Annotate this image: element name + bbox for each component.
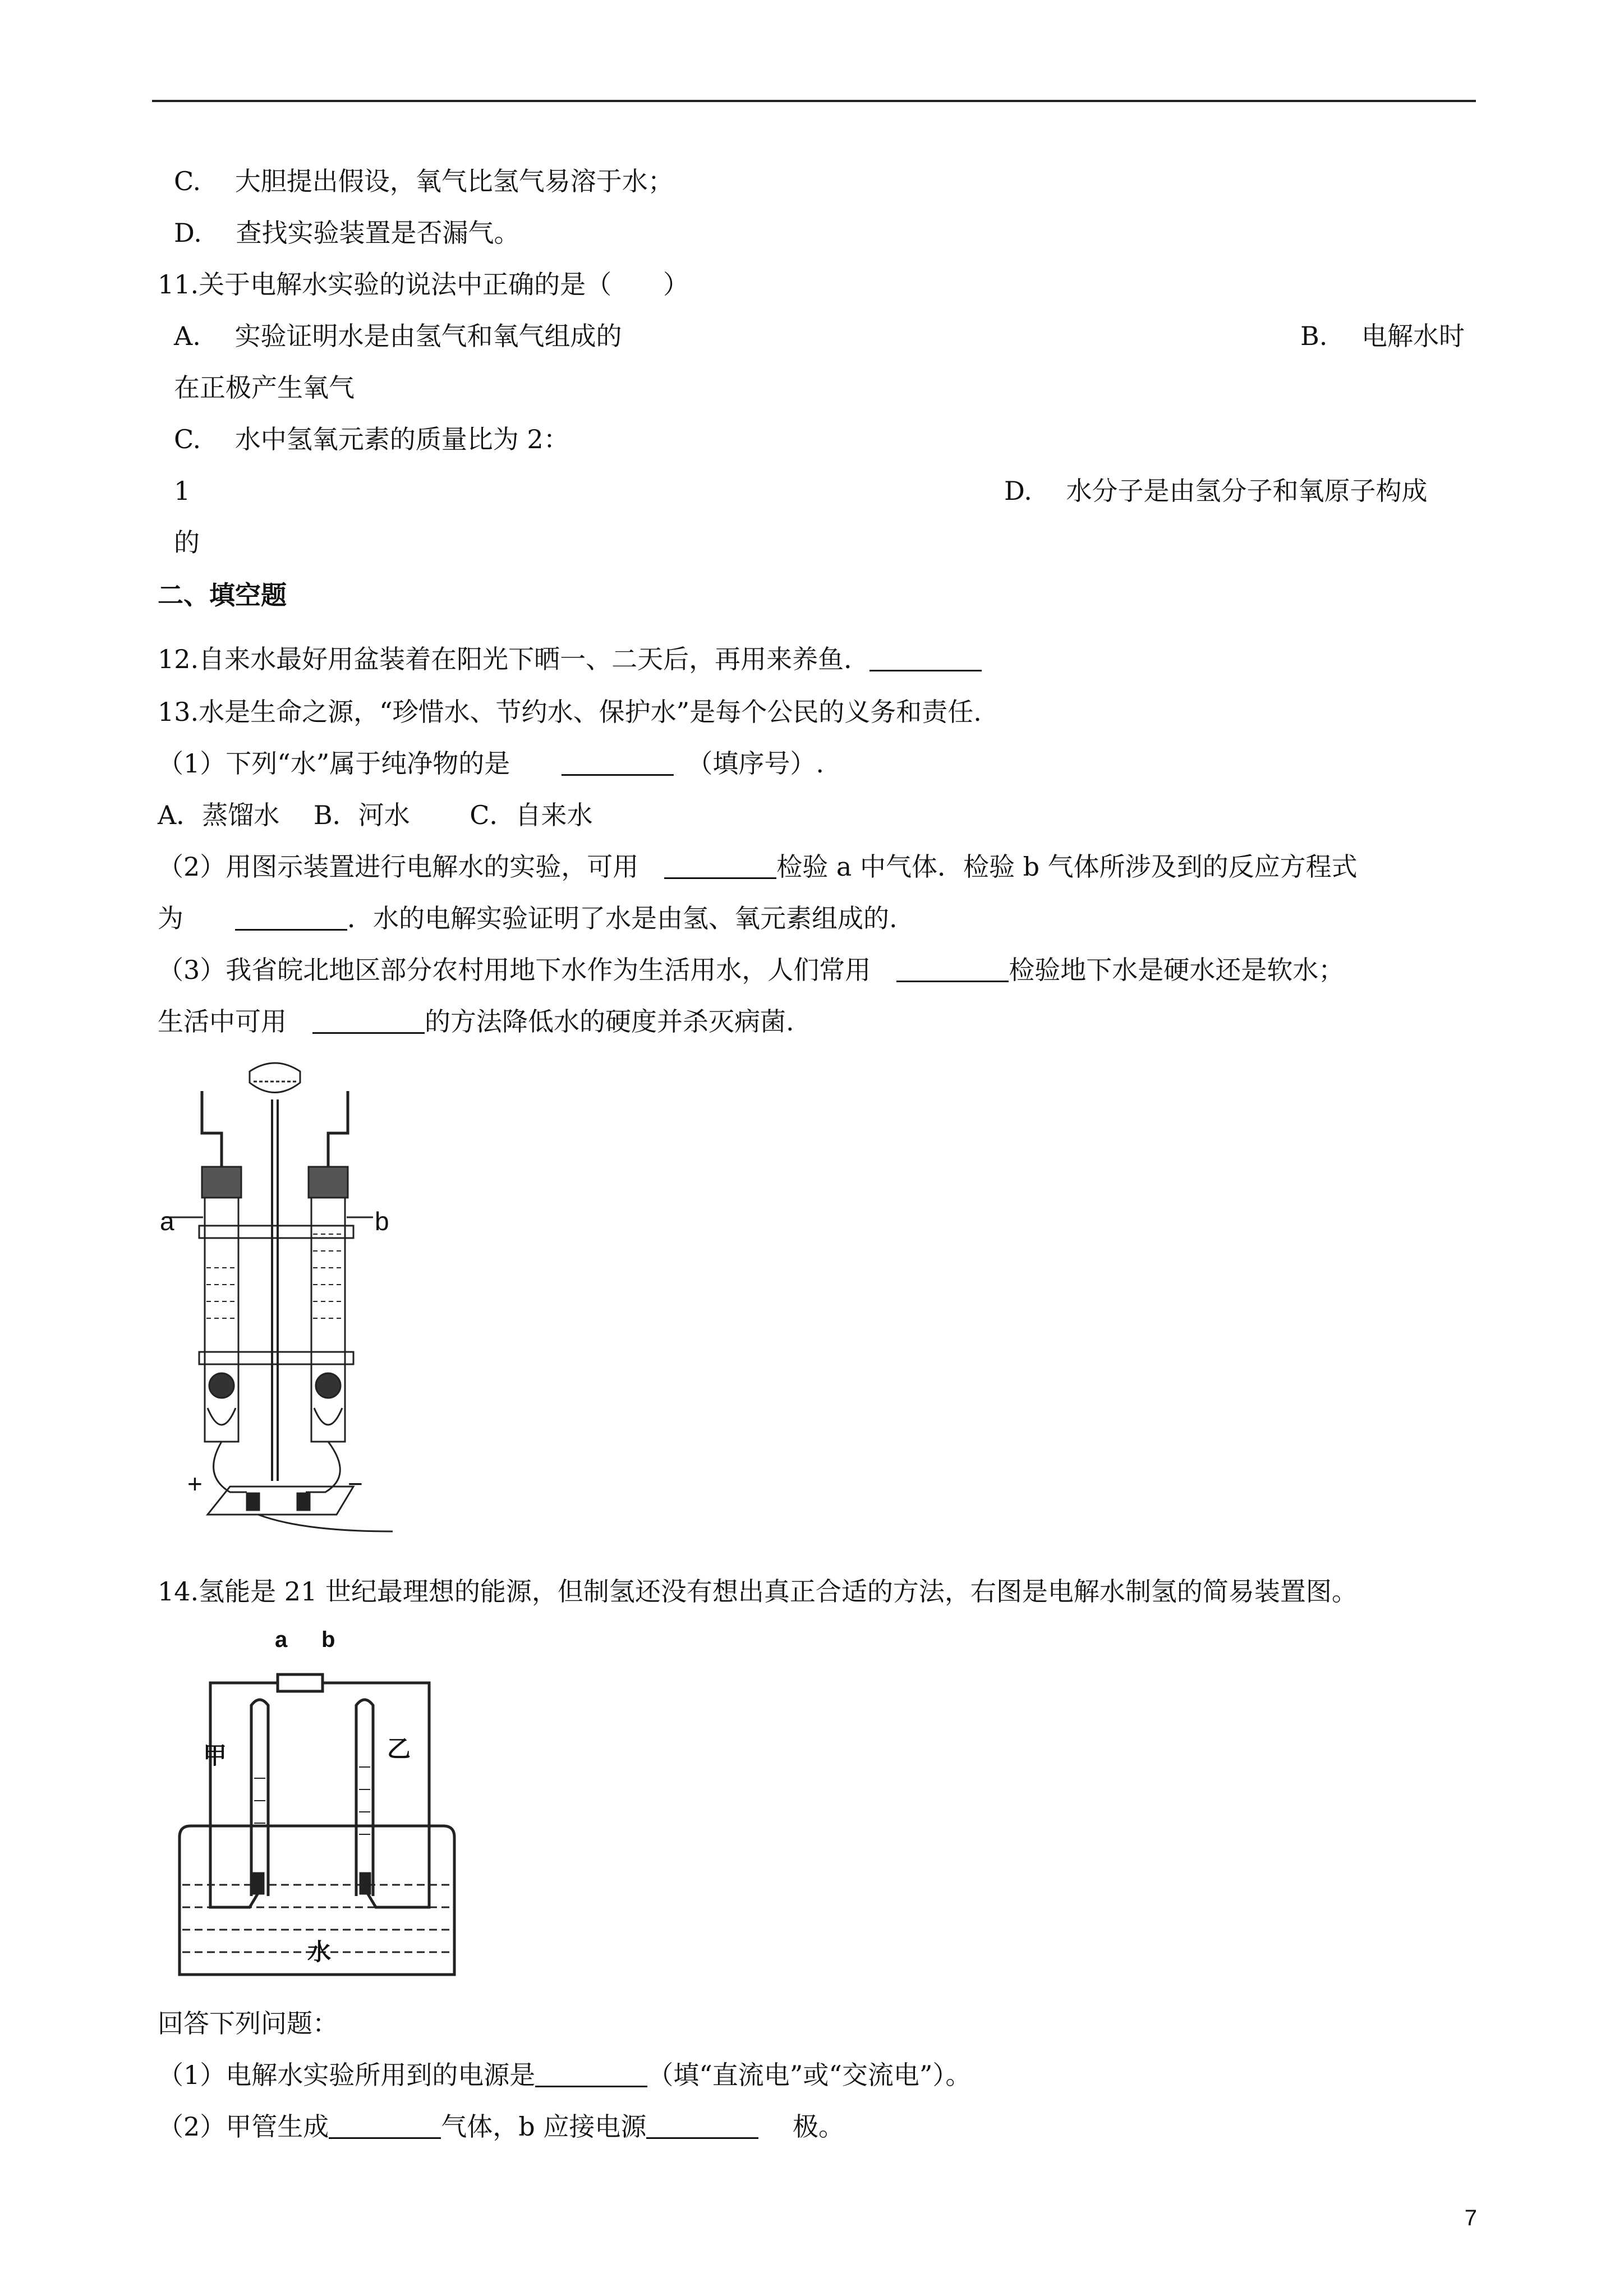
q13-part1-suffix: （填序号）. xyxy=(674,748,824,779)
q13-part3-line2 xyxy=(158,1005,794,1038)
q14-part1-text: （1）电解水实验所用到的电源是 xyxy=(158,2060,536,2090)
q13-part3-blank1[interactable] xyxy=(896,958,1009,982)
q11-option-d-continued: 的 xyxy=(174,527,200,558)
q13-part3-blank2[interactable] xyxy=(312,1010,425,1034)
q13-part2-blank2[interactable] xyxy=(235,907,347,931)
q13-part2-line2 xyxy=(158,901,898,935)
electrolysis-apparatus-figure xyxy=(157,1049,426,1537)
fig2-label-b: b xyxy=(321,1627,335,1652)
tube-jia xyxy=(251,1700,268,1896)
q13-part2-text3: 为 xyxy=(158,903,235,933)
q13-part1-options: A．蒸馏水 B．河水 C．自来水 xyxy=(158,800,593,830)
fig2-label-water: 水 xyxy=(307,1938,332,1966)
q11-option-c-continued: 1 xyxy=(174,476,191,506)
q14-part2-text2: 气体，b 应接电源 xyxy=(441,2111,647,2142)
q14-part2-text: （2）甲管生成 xyxy=(158,2111,329,2142)
q14-stem: 14.氢能是 21 世纪最理想的能源，但制氢还没有想出真正合适的方法，右图是电解水制氢的简易装置图。 xyxy=(158,1576,1358,1607)
stopper-b xyxy=(309,1167,348,1198)
q14-part1 xyxy=(158,2058,971,2092)
fig1-label-b: b xyxy=(375,1207,389,1236)
q12-blank[interactable] xyxy=(869,647,982,671)
q13-part2-blank1[interactable] xyxy=(664,855,776,879)
page-number: 7 xyxy=(1464,2206,1477,2230)
fig1-label-a: a xyxy=(160,1207,174,1236)
q13-part3-text: （3）我省皖北地区部分农村用地下水作为生活用水，人们常用 xyxy=(158,955,897,985)
q13-part2-line1 xyxy=(158,850,1358,884)
base xyxy=(208,1487,353,1515)
section-title: 二、填空题 xyxy=(158,580,287,610)
q13-part2-text2: 检验 a 中气体．检验 b 气体所涉及到的反应方程式 xyxy=(776,852,1358,882)
q11-option-a: A. 实验证明水是由氢气和氧气组成的 xyxy=(174,321,622,351)
tube-yi xyxy=(356,1700,373,1896)
q13-part3-line1 xyxy=(158,953,1344,987)
fig1-label-plus: + xyxy=(187,1469,203,1498)
fig2-label-yi: 乙 xyxy=(387,1735,411,1763)
header-rule xyxy=(152,100,1476,102)
q14-part2-blank2[interactable] xyxy=(646,2115,758,2139)
fig1-label-minus: − xyxy=(348,1469,363,1498)
stopper-a xyxy=(202,1167,241,1198)
q13-part2-text4: ．水的电解实验证明了水是由氢、氧元素组成的. xyxy=(347,903,898,933)
fig2-label-jia: 甲 xyxy=(203,1742,227,1769)
q14-part2-blank1[interactable] xyxy=(329,2115,441,2139)
q11-stem: 11.关于电解水实验的说法中正确的是（ ） xyxy=(158,269,689,300)
q13-part1 xyxy=(158,747,824,780)
q14-part2-suffix: 极。 xyxy=(758,2111,844,2142)
q12-body: 12.自来水最好用盆装着在阳光下晒一、二天后，再用来养鱼． xyxy=(158,644,870,674)
q14-part1-blank[interactable] xyxy=(535,2063,647,2087)
q14-answer-intro: 回答下列问题： xyxy=(158,2008,338,2039)
q13-part1-blank[interactable] xyxy=(562,752,674,776)
funnel xyxy=(250,1063,300,1093)
q13-part3-text3: 生活中可用 xyxy=(158,1006,312,1037)
q11-option-d: D. 水分子是由氢分子和氧原子构成 xyxy=(1004,476,1428,506)
simple-electrolysis-figure xyxy=(168,1638,471,1986)
q13-part1-text: （1）下列“水”属于纯净物的是 xyxy=(158,748,562,779)
q14-part2 xyxy=(158,2110,844,2143)
q13-part2-text: （2）用图示装置进行电解水的实验，可用 xyxy=(158,852,665,882)
q13-stem: 13.水是生命之源，“珍惜水、节约水、保护水”是每个公民的义务和责任. xyxy=(158,697,982,727)
q11-option-c: C. 水中氢氧元素的质量比为 2： xyxy=(174,424,569,454)
q13-part3-text2: 检验地下水是硬水还是软水； xyxy=(1009,955,1345,985)
q13-part3-text4: 的方法降低水的硬度并杀灭病菌. xyxy=(425,1006,794,1037)
q12-text xyxy=(158,642,982,676)
q11-option-b: B. 电解水时 xyxy=(1300,321,1465,351)
q14-part1-suffix: （填“直流电”或“交流电”）。 xyxy=(647,2060,972,2090)
q10-option-d: D. 查找实验装置是否漏气。 xyxy=(174,218,520,248)
fig2-label-a: a xyxy=(275,1627,288,1652)
q10-option-c: C. 大胆提出假设，氧气比氢气易溶于水； xyxy=(174,166,674,196)
q11-option-b-continued: 在正极产生氧气 xyxy=(174,372,355,403)
power-source xyxy=(278,1674,323,1691)
